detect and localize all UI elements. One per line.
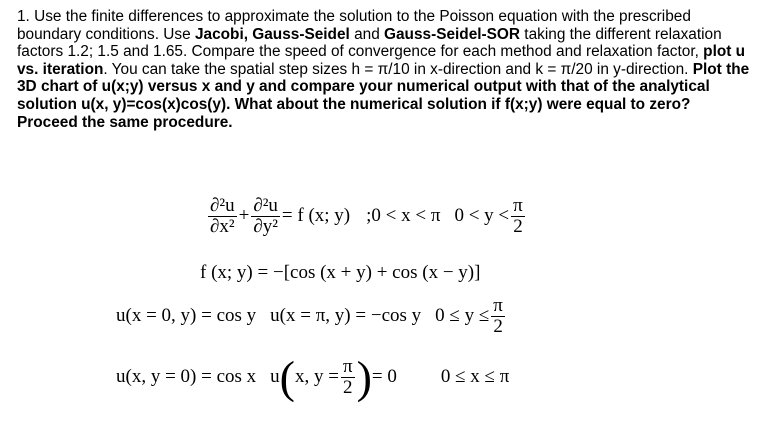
frac-numerator: ∂²u — [210, 195, 235, 216]
frac-numerator: π — [493, 295, 503, 316]
frac-denominator: 2 — [343, 377, 353, 398]
plus-sign: + — [238, 204, 250, 226]
right-paren: ) — [356, 351, 372, 403]
source-expression: f (x; y) = −[cos (x + y) + cos (x − y)] — [200, 262, 481, 283]
domain-y: 0 < y < — [454, 204, 510, 226]
pi-over-two — [511, 196, 525, 237]
bc-x0: u(x = 0, y) = cos y — [116, 304, 257, 326]
bc-equals-zero: = 0 — [371, 365, 397, 387]
method-jacobi-gs: Jacobi, Gauss-Seidel — [194, 25, 350, 43]
bc-xpi: u(x = π, y) = −cos y — [270, 304, 422, 326]
pi-over-two — [341, 357, 355, 398]
frac-denominator: 2 — [513, 216, 523, 237]
boundary-condition-y — [116, 351, 510, 403]
bc-inner: x, y = — [295, 365, 339, 387]
problem-text-intro: 1. Use the finite differences to approximate the solution to the Poisson equation with the prescribed boundary conditions. Use — [17, 8, 691, 43]
frac-numerator: ∂²u — [253, 195, 278, 216]
bc-u: u — [270, 365, 280, 387]
problem-text-stepsizes: . You can take the spatial step sizes h = π/10 in x-direction and k = π/20 in y-direction. — [103, 60, 693, 78]
frac-denominator: 2 — [493, 316, 503, 337]
plot-iteration-instruction: plot u vs. iteration — [17, 43, 746, 78]
source-term — [200, 262, 480, 284]
problem-text-relaxation: taking the different relaxation factors 1.2; 1.5 and 1.65. Compare the speed of convergence for each method and relaxation factor, — [17, 25, 722, 61]
pde-rhs: = f (x; y) — [281, 204, 351, 226]
bc-y0: u(x, y = 0) = cos x — [116, 365, 257, 387]
method-gs-sor: Gauss-Seidel-SOR — [384, 25, 521, 43]
left-paren: ( — [279, 351, 295, 403]
d2u-dy2-fraction — [251, 196, 280, 237]
plot-3d-instruction: Plot the 3D chart of u(x;y) versus x and y and compare your numerical output with that of the analytical solution u(x, y)=cos(x)cos(y). What about the numerical solution if f(x;y) were equal to zero? Proceed the same procedure. — [17, 60, 750, 131]
frac-numerator: π — [342, 356, 353, 377]
frac-denominator: ∂x² — [210, 216, 235, 237]
frac-denominator: ∂y² — [253, 216, 278, 237]
problem-text-and: and — [349, 25, 385, 43]
frac-numerator: π — [513, 195, 523, 216]
bc-y-range: 0 ≤ y ≤ — [435, 304, 490, 326]
domain-x: ;0 < x < π — [366, 204, 441, 226]
poisson-equation — [206, 196, 527, 237]
d2u-dx2-fraction — [208, 196, 237, 237]
problem-statement — [17, 8, 752, 131]
pi-over-two — [491, 296, 505, 337]
boundary-condition-x — [116, 296, 507, 337]
bc-x-range: 0 ≤ x ≤ π — [440, 365, 510, 387]
